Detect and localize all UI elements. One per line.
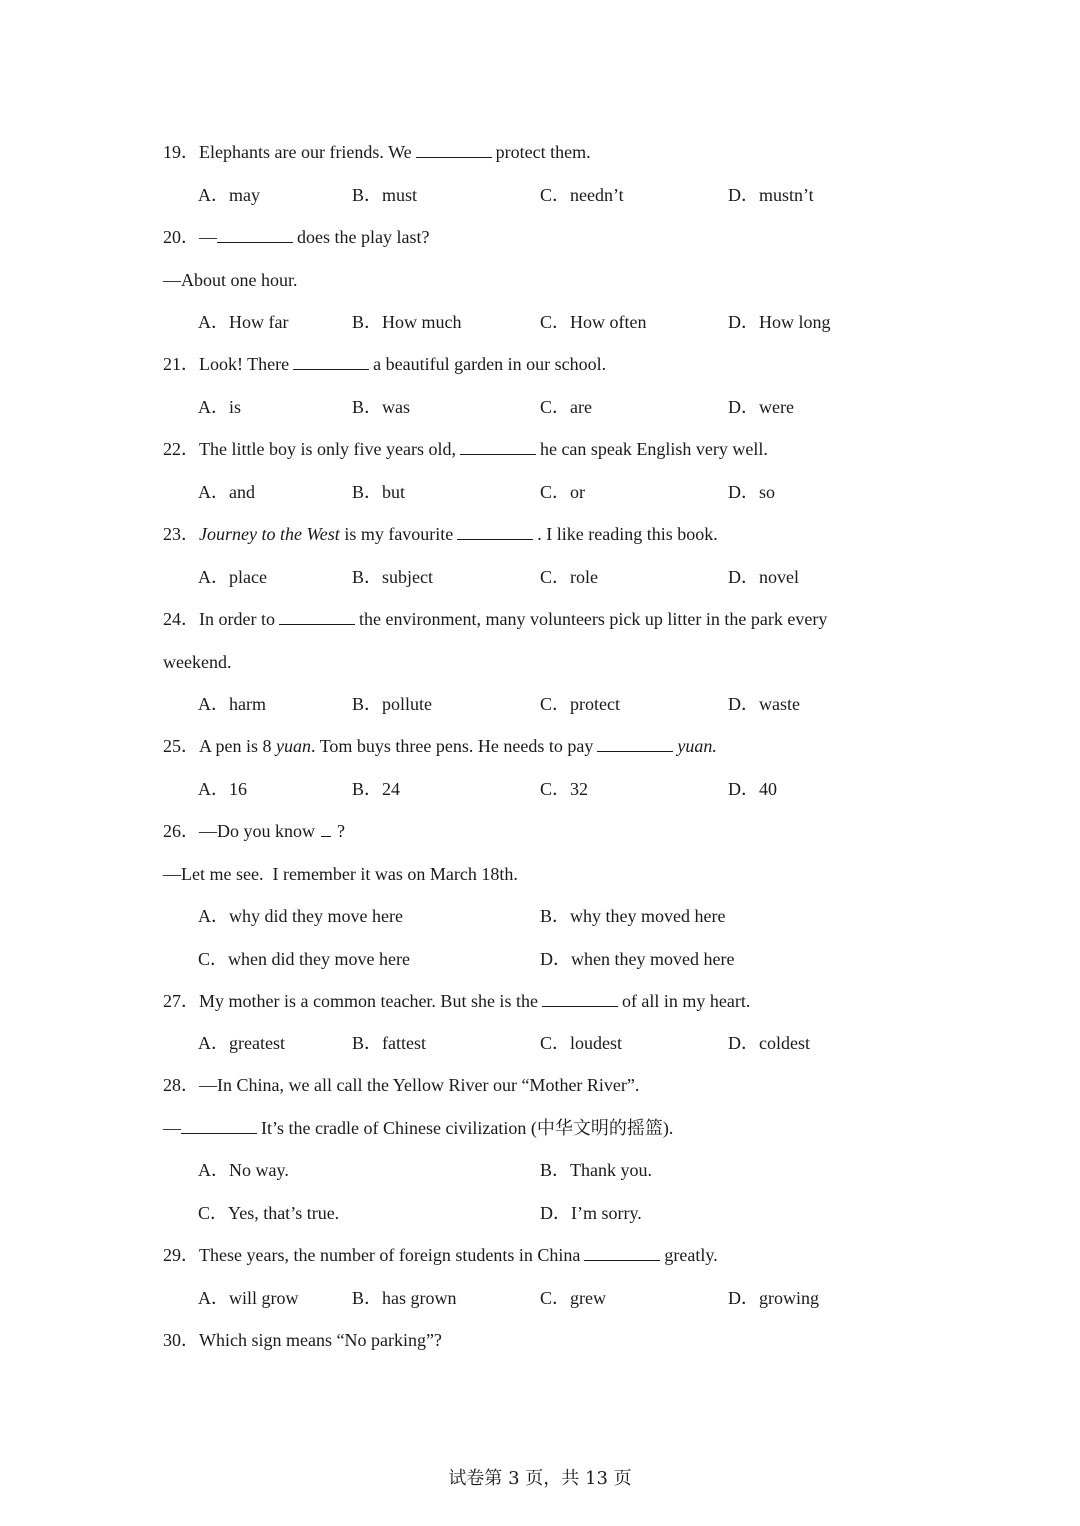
answer-blank bbox=[293, 353, 369, 370]
question-26 bbox=[163, 819, 345, 843]
option-d[interactable]: D．so bbox=[728, 482, 776, 502]
question-text: Look! There bbox=[199, 354, 290, 374]
dialogue-reply bbox=[163, 1116, 673, 1140]
option-b[interactable]: B．How much bbox=[352, 312, 462, 332]
currency-word: yuan bbox=[276, 736, 312, 756]
option-b[interactable]: B．fattest bbox=[352, 1033, 426, 1053]
question-text: The little boy is only five years old, bbox=[199, 439, 456, 459]
question-text: Which sign means “No parking”? bbox=[199, 1330, 442, 1350]
option-c[interactable]: C．Yes, that’s true. bbox=[198, 1203, 340, 1223]
option-c[interactable]: C．or bbox=[540, 482, 585, 502]
option-b[interactable]: B．has grown bbox=[352, 1288, 457, 1308]
option-a[interactable]: A．may bbox=[198, 185, 260, 205]
question-27 bbox=[163, 989, 750, 1013]
question-23 bbox=[163, 522, 718, 546]
option-a[interactable]: A．harm bbox=[198, 694, 266, 714]
answer-blank bbox=[460, 438, 536, 455]
option-b[interactable]: B．was bbox=[352, 397, 410, 417]
question-text: —In China, we all call the Yellow River our “Mother River”. bbox=[199, 1075, 640, 1095]
question-22 bbox=[163, 437, 768, 461]
question-text: It’s the cradle of Chinese civilization (中华文明的摇篮). bbox=[261, 1118, 674, 1138]
option-b[interactable]: B．must bbox=[352, 185, 418, 205]
dialogue-reply: —Let me see. I remember it was on March 18th. bbox=[163, 864, 518, 884]
option-d[interactable]: D．I’m sorry. bbox=[540, 1203, 642, 1223]
option-a[interactable]: A．and bbox=[198, 482, 255, 502]
answer-blank bbox=[457, 523, 533, 540]
answer-blank bbox=[584, 1244, 660, 1261]
currency-word: yuan. bbox=[677, 736, 717, 756]
option-a[interactable]: A．No way. bbox=[198, 1160, 289, 1180]
answer-blank bbox=[279, 608, 355, 625]
question-text: My mother is a common teacher. But she is the bbox=[199, 991, 538, 1011]
option-a[interactable]: A．will grow bbox=[198, 1288, 299, 1308]
question-number: 19． bbox=[163, 142, 199, 162]
question-text: —Do you know bbox=[199, 821, 315, 841]
option-b[interactable]: B．why they moved here bbox=[540, 906, 726, 926]
question-text-continued: weekend. bbox=[163, 652, 232, 672]
question-number: 25． bbox=[163, 736, 199, 756]
question-text: — bbox=[199, 227, 217, 247]
question-21 bbox=[163, 352, 606, 376]
question-24 bbox=[163, 607, 827, 631]
question-number: 29． bbox=[163, 1245, 199, 1265]
option-a[interactable]: A．16 bbox=[198, 779, 247, 799]
option-a[interactable]: A．why did they move here bbox=[198, 906, 403, 926]
question-25 bbox=[163, 734, 717, 758]
question-number: 30． bbox=[163, 1330, 199, 1350]
option-b[interactable]: B．but bbox=[352, 482, 406, 502]
question-29 bbox=[163, 1243, 718, 1267]
book-title: Journey to the West bbox=[199, 524, 340, 544]
answer-blank bbox=[416, 141, 492, 158]
option-c[interactable]: C．How often bbox=[540, 312, 647, 332]
question-19 bbox=[163, 140, 591, 164]
answer-blank bbox=[217, 226, 293, 243]
option-c[interactable]: C．are bbox=[540, 397, 592, 417]
option-c[interactable]: C．loudest bbox=[540, 1033, 623, 1053]
option-b[interactable]: B．Thank you. bbox=[540, 1160, 652, 1180]
question-text: ? bbox=[337, 821, 345, 841]
option-d[interactable]: D．were bbox=[728, 397, 794, 417]
question-number: 22． bbox=[163, 439, 199, 459]
option-c[interactable]: C．32 bbox=[540, 779, 589, 799]
option-d[interactable]: D．waste bbox=[728, 694, 800, 714]
question-text: is my favourite bbox=[344, 524, 454, 544]
question-text: greatly. bbox=[664, 1245, 718, 1265]
question-number: 24． bbox=[163, 609, 199, 629]
question-text: does the play last? bbox=[297, 227, 430, 247]
question-number: 21． bbox=[163, 354, 199, 374]
option-a[interactable]: A．How far bbox=[198, 312, 289, 332]
question-20 bbox=[163, 225, 429, 249]
option-c[interactable]: C．protect bbox=[540, 694, 620, 714]
question-number: 26． bbox=[163, 821, 199, 841]
question-number: 20． bbox=[163, 227, 199, 247]
option-b[interactable]: B．24 bbox=[352, 779, 401, 799]
page-footer: 试卷第 3 页，共 13 页 bbox=[448, 1468, 632, 1489]
question-text: he can speak English very well. bbox=[539, 439, 768, 459]
answer-blank bbox=[321, 820, 331, 837]
option-c[interactable]: C．when did they move here bbox=[198, 949, 410, 969]
question-number: 23． bbox=[163, 524, 199, 544]
question-28 bbox=[163, 1073, 639, 1097]
option-a[interactable]: A．greatest bbox=[198, 1033, 285, 1053]
option-d[interactable]: D．growing bbox=[728, 1288, 819, 1308]
question-30 bbox=[163, 1328, 442, 1352]
question-text: . I like reading this book. bbox=[537, 524, 718, 544]
question-number: 28． bbox=[163, 1075, 199, 1095]
option-c[interactable]: C．grew bbox=[540, 1288, 606, 1308]
question-text: of all in my heart. bbox=[621, 991, 751, 1011]
option-c[interactable]: C．needn’t bbox=[540, 185, 624, 205]
option-d[interactable]: D．coldest bbox=[728, 1033, 810, 1053]
question-text: the environment, many volunteers pick up litter in the park every bbox=[358, 609, 828, 629]
answer-blank bbox=[542, 990, 618, 1007]
dialogue-reply: —About one hour. bbox=[163, 270, 298, 290]
question-text: A pen is 8 bbox=[199, 736, 272, 756]
dash: — bbox=[163, 1118, 181, 1138]
option-d[interactable]: D．40 bbox=[728, 779, 777, 799]
option-a[interactable]: A．place bbox=[198, 567, 267, 587]
option-a[interactable]: A．is bbox=[198, 397, 242, 417]
question-text: protect them. bbox=[495, 142, 591, 162]
option-d[interactable]: D．when they moved here bbox=[540, 949, 735, 969]
option-d[interactable]: D．novel bbox=[728, 567, 799, 587]
option-c[interactable]: C．role bbox=[540, 567, 598, 587]
option-b[interactable]: B．subject bbox=[352, 567, 433, 587]
option-b[interactable]: B．pollute bbox=[352, 694, 432, 714]
option-d[interactable]: D．mustn’t bbox=[728, 185, 814, 205]
question-text: In order to bbox=[199, 609, 275, 629]
option-d[interactable]: D．How long bbox=[728, 312, 831, 332]
answer-blank bbox=[597, 735, 673, 752]
question-text: These years, the number of foreign students in China bbox=[199, 1245, 581, 1265]
question-text: a beautiful garden in our school. bbox=[373, 354, 607, 374]
question-text: . Tom buys three pens. He needs to pay bbox=[311, 736, 594, 756]
question-text: Elephants are our friends. We bbox=[199, 142, 412, 162]
answer-blank bbox=[181, 1117, 257, 1134]
question-number: 27． bbox=[163, 991, 199, 1011]
